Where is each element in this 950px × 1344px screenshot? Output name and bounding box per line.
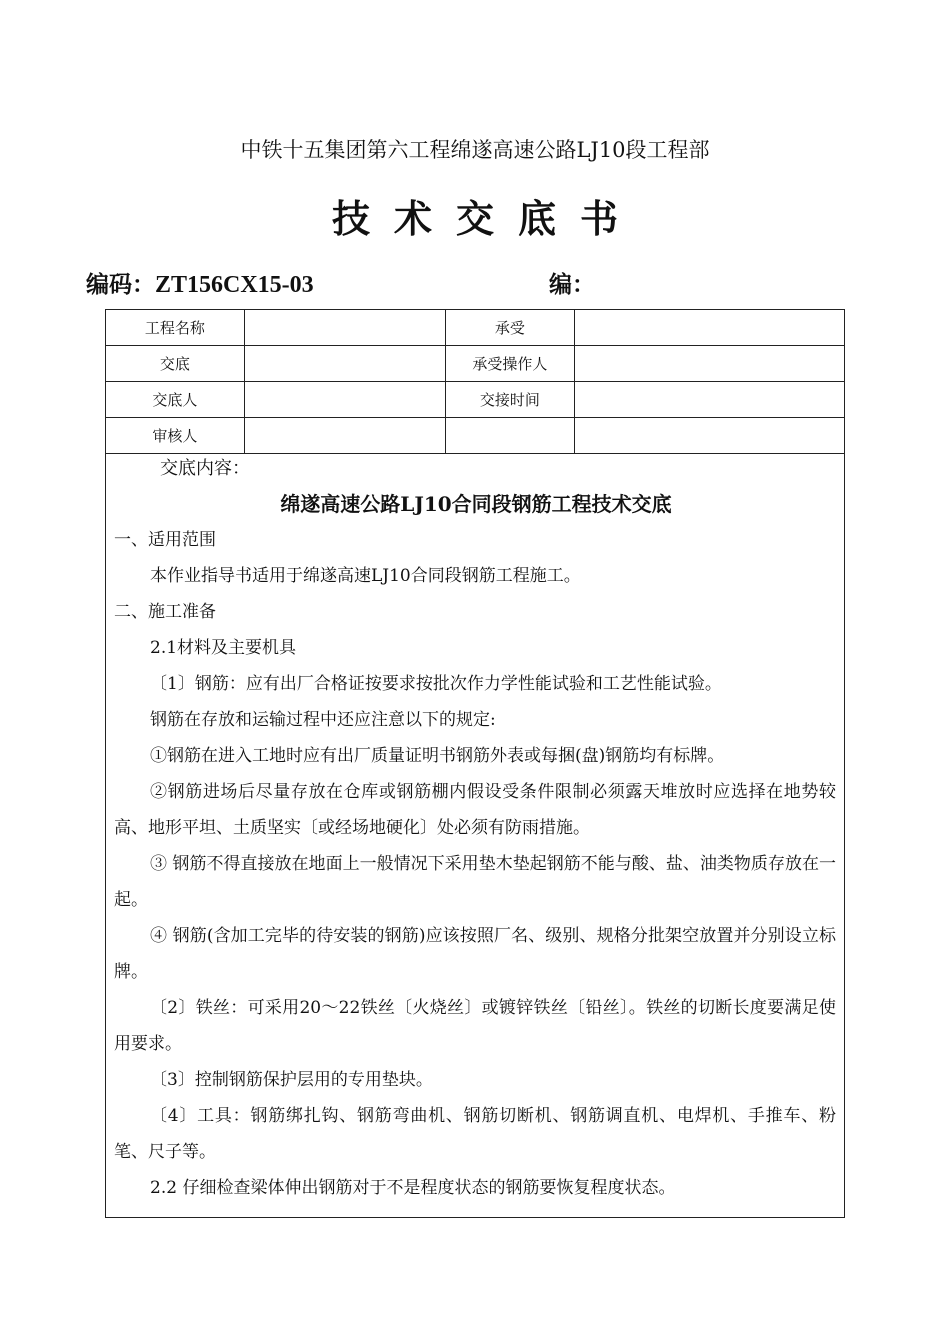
- content-paragraph: 钢筋在存放和运输过程中还应注意以下的规定:: [150, 710, 496, 730]
- content-paragraph: ②钢筋进场后尽量存放在仓库或钢筋棚内假设受条件限制必须露天堆放时应选择在地势较高、地形平坦、土质坚实〔或经场地硬化〕处必须有防雨措施。: [114, 782, 836, 838]
- content-paragraph: 〔2〕铁丝：可采用20～22铁丝〔火烧丝〕或镀锌铁丝〔铅丝〕。铁丝的切断长度要满足使用要求。: [114, 998, 836, 1054]
- table-row: [106, 382, 845, 418]
- value-receiver[interactable]: [575, 310, 845, 346]
- code-label: 编码：: [86, 272, 155, 298]
- code-line: [86, 266, 314, 299]
- label-handover-person: 交底人: [106, 382, 245, 418]
- content-paragraph: 〔3〕控制钢筋保护层用的专用垫块。: [150, 1070, 433, 1090]
- edit-label: 编：: [549, 272, 595, 298]
- value-operator[interactable]: [575, 346, 845, 382]
- content-paragraph: 一、适用范围: [114, 530, 216, 550]
- content-paragraph: ③ 钢筋不得直接放在地面上一般情况下采用垫木垫起钢筋不能与酸、盐、油类物质存放在一起。: [114, 854, 836, 910]
- document-title: 技术交底书: [331, 196, 642, 241]
- value-handover[interactable]: [244, 346, 445, 382]
- content-paragraph: 2.2 仔细检查梁体伸出钢筋对于不是程度状态的钢筋要恢复程度状态。: [150, 1178, 676, 1198]
- label-handover-time: 交接时间: [445, 382, 575, 418]
- table-row: [106, 310, 845, 346]
- content-label: 交底内容：: [160, 458, 250, 479]
- value-reviewer[interactable]: [244, 418, 445, 454]
- content-paragraph: 〔4〕工具：钢筋绑扎钩、钢筋弯曲机、钢筋切断机、钢筋调直机、电焊机、手推车、粉笔、尺子等。: [114, 1106, 836, 1162]
- label-empty: [445, 418, 575, 454]
- content-paragraph: 2.1材料及主要机具: [150, 638, 297, 658]
- value-empty[interactable]: [575, 418, 845, 454]
- code-value: ZT156CX15-03: [155, 272, 314, 298]
- content-paragraph: ④ 钢筋(含加工完毕的待安装的钢筋)应该按照厂名、级别、规格分批架空放置并分别设立标牌。: [114, 926, 836, 982]
- content-title: 绵遂高速公路LJ10合同段钢筋工程技术交底: [280, 492, 672, 516]
- label-reviewer: 审核人: [106, 418, 245, 454]
- value-project-name[interactable]: [244, 310, 445, 346]
- document-frame: [105, 309, 845, 1218]
- content-paragraph: 〔1〕钢筋：应有出厂合格证按要求按批次作力学性能试验和工艺性能试验。: [150, 674, 722, 694]
- info-table: [105, 309, 845, 454]
- organization-title: 中铁十五集团第六工程绵遂高速公路LJ10段工程部: [240, 138, 710, 162]
- label-project-name: 工程名称: [106, 310, 245, 346]
- label-handover: 交底: [106, 346, 245, 382]
- table-row: [106, 418, 845, 454]
- content-body: [114, 522, 836, 1206]
- label-operator: 承受操作人: [445, 346, 575, 382]
- value-handover-time[interactable]: [575, 382, 845, 418]
- value-handover-person[interactable]: [244, 382, 445, 418]
- content-paragraph: 本作业指导书适用于绵遂高速LJ10合同段钢筋工程施工。: [150, 566, 581, 586]
- content-paragraph: ①钢筋在进入工地时应有出厂质量证明书钢筋外表或每捆(盘)钢筋均有标牌。: [150, 746, 725, 766]
- table-row: [106, 346, 845, 382]
- content-paragraph: 二、施工准备: [114, 602, 216, 622]
- label-receiver: 承受: [445, 310, 575, 346]
